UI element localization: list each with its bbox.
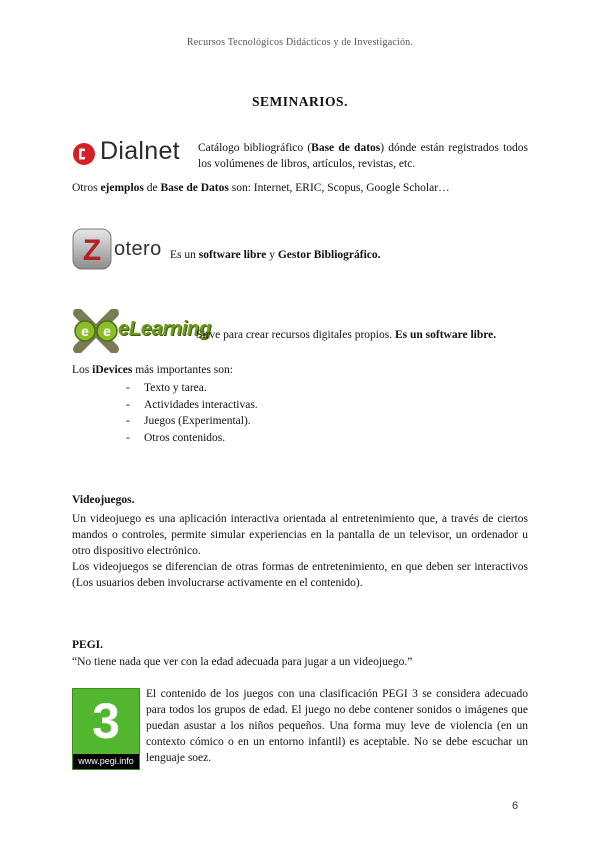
page-number: 6: [512, 800, 519, 812]
dialnet-logo-text: Dialnet: [100, 137, 180, 165]
dialnet-d-icon: [72, 142, 96, 166]
pegi-badge-number: 3: [92, 693, 120, 749]
idevices-list: [126, 380, 426, 450]
page-title: SEMINARIOS.: [252, 94, 348, 109]
exelearning-description: Sirve para crear recursos digitales propios. Es un software libre.: [196, 329, 497, 341]
exelearning-x-icon: [72, 309, 120, 353]
zotero-z-icon: [72, 228, 112, 270]
videojuegos-heading: Videojuegos.: [72, 494, 135, 506]
list-item: - Actividades interactivas.: [126, 398, 258, 411]
dialnet-other-examples: Otros ejemplos de Base de Datos son: Internet, ERIC, Scopus, Google Scholar…: [72, 182, 450, 194]
pegi-badge-url: www.pegi.info: [73, 754, 139, 769]
pegi-quote: “No tiene nada que ver con la edad adecuada para jugar a un videojuego.”: [72, 656, 413, 668]
zotero-description: Es un software libre y Gestor Bibliográfico.: [170, 249, 381, 261]
zotero-logo-text: otero: [114, 238, 162, 260]
running-header: Recursos Tecnológicos Didácticos y de Investigación.: [186, 37, 414, 48]
svg-text:e: e: [103, 323, 111, 339]
dialnet-logo: [72, 139, 184, 167]
list-item: - Texto y tarea.: [126, 382, 207, 394]
videojuegos-paragraph-2: Los videojuegos se diferencian de otras formas de entretenimiento, en que deben ser interactivos (Los usuarios deben involucrarse activamente en el contenido).: [72, 561, 528, 589]
exelearning-logo: [72, 309, 211, 353]
idevices-intro: Los iDevices más importantes son:: [72, 364, 233, 376]
dialnet-description: Catálogo bibliográfico (Base de datos) dónde están registrados todos los volúmenes de libros, artículos, revistas, etc.: [198, 142, 529, 170]
list-item: - Juegos (Experimental).: [126, 415, 251, 427]
pegi-heading: PEGI.: [72, 639, 103, 651]
list-item: - Otros contenidos.: [126, 431, 226, 444]
pegi-3-badge: [72, 688, 140, 770]
pegi-description: El contenido de los juegos con una clasificación PEGI 3 se considera adecuado para todos los grupos de edad. El juego no debe contener sonidos o imágenes que puedan asustar a los niños pequeños. Una forma muy leve de violencia (en un contexto cómico o en un entorno infantil) es aceptable. No se debe escuchar un lenguaje soez.: [146, 688, 528, 764]
videojuegos-paragraph-1: Un videojuego es una aplicación interactiva orientada al entretenimiento que, a través de ciertos mandos o controles, permite simular experiencias en la pantalla de un televisor, un ordenador u otro dispositivo electrónico.: [72, 513, 528, 557]
zotero-logo-letter: Z: [82, 234, 102, 267]
svg-text:e: e: [81, 323, 89, 339]
exelearning-logo-text: eLearning: [118, 318, 211, 340]
zotero-logo: [72, 228, 164, 272]
